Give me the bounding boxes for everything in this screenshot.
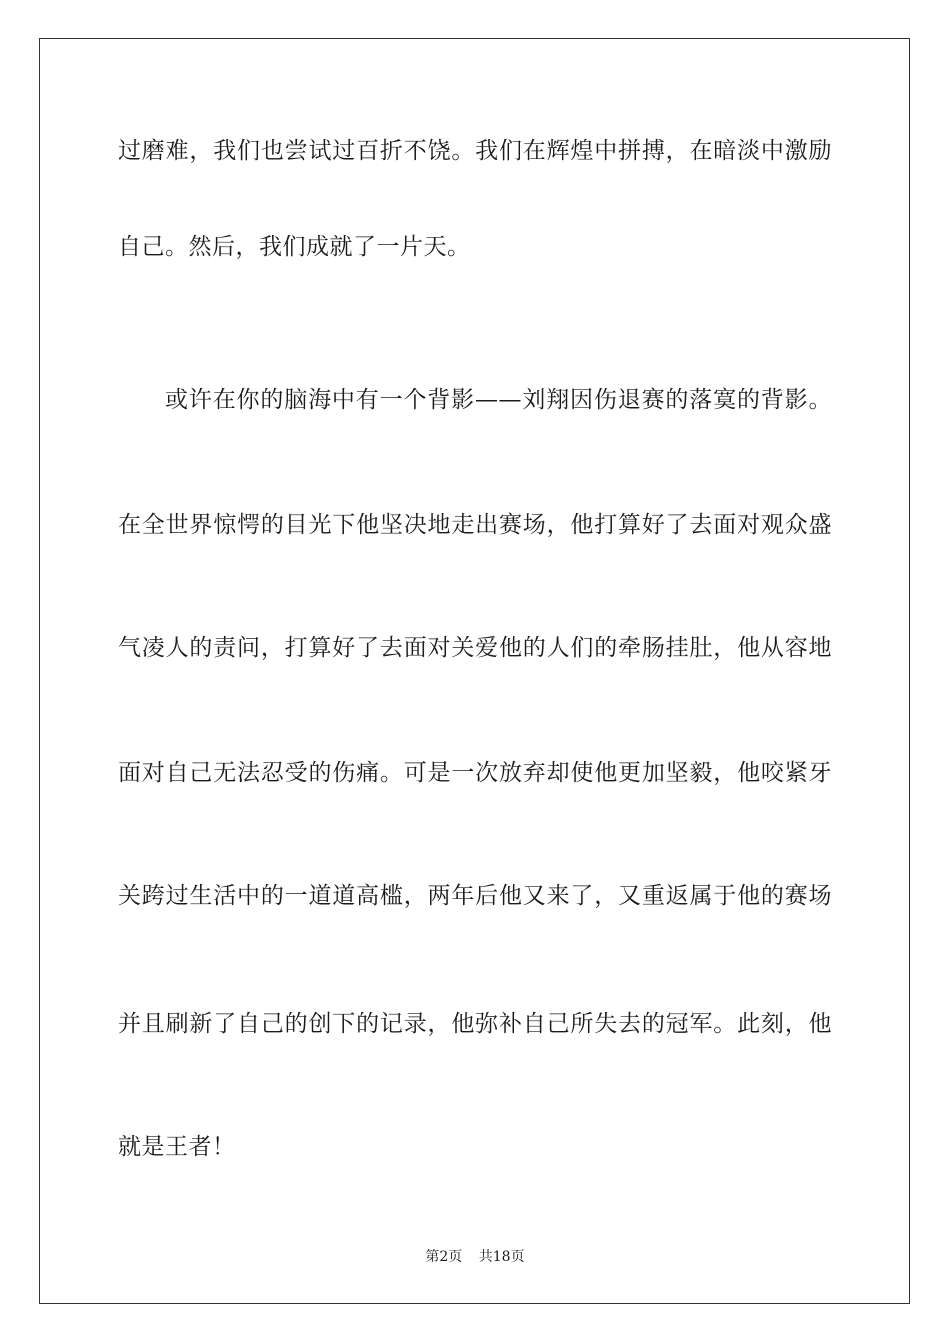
text-line-5: 气凌人的责问，打算好了去面对关爱他的人们的牵肠挂肚，他从容地 — [118, 635, 832, 661]
text-line-9: 就是王者！ — [118, 1134, 236, 1160]
page-footer — [0, 1247, 950, 1267]
page-border — [39, 38, 910, 1304]
text-line-2: 自己。然后，我们成就了一片天。 — [118, 234, 471, 260]
page-total: 共18页 — [478, 1249, 525, 1265]
text-line-4: 在全世界惊愕的目光下他坚决地走出赛场，他打算好了去面对观众盛 — [118, 512, 832, 538]
text-line-7: 关跨过生活中的一道道高槛，两年后他又来了，又重返属于他的赛场 — [118, 883, 832, 909]
text-line-1: 过磨难，我们也尝试过百折不饶。我们在辉煌中拼搏，在暗淡中激励 — [118, 138, 832, 164]
page-number: 第2页 — [425, 1249, 463, 1265]
text-line-8: 并且刷新了自己的创下的记录，他弥补自己所失去的冠军。此刻，他 — [118, 1011, 832, 1037]
text-line-3: 或许在你的脑海中有一个背影——刘翔因伤退赛的落寞的背影。 — [165, 387, 832, 413]
text-line-6: 面对自己无法忍受的伤痛。可是一次放弃却使他更加坚毅，他咬紧牙 — [118, 760, 832, 786]
